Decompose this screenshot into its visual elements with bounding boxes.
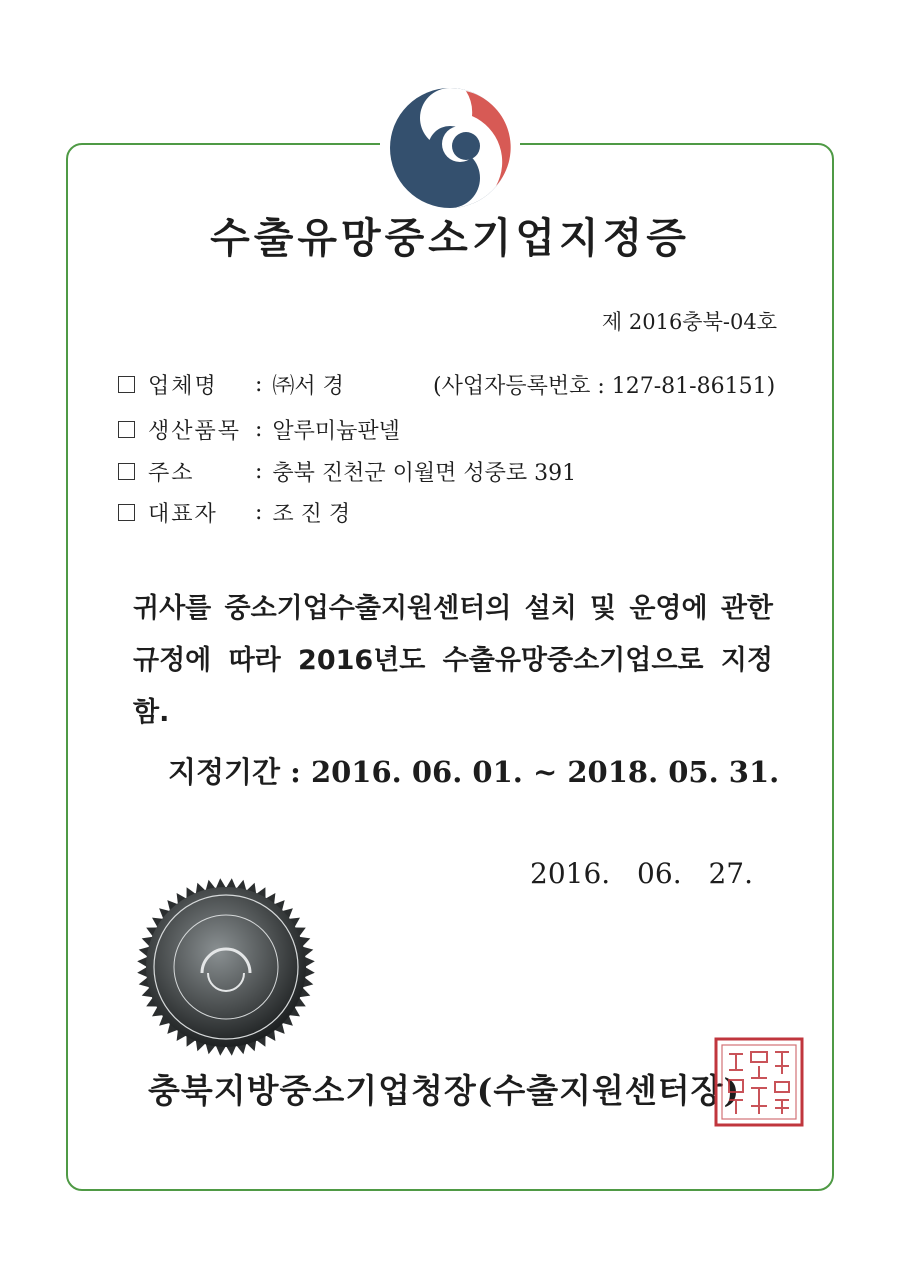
- field-label: 주소: [148, 461, 195, 486]
- field-company: 업체명 : ㈜서 경: [118, 369, 344, 400]
- field-value: 조 진 경: [272, 502, 351, 527]
- certificate-title: 수출유망중소기업지정증: [210, 214, 690, 262]
- field-value: ㈜서 경: [272, 374, 344, 399]
- official-stamp-icon: [713, 1036, 805, 1128]
- checkbox-icon: [118, 463, 135, 480]
- embossed-seal-icon: [136, 877, 316, 1057]
- checkbox-icon: [118, 504, 135, 521]
- designation-period: 지정기간 : 2016. 06. 01. ~ 2018. 05. 31.: [168, 755, 780, 789]
- checkbox-icon: [118, 376, 135, 393]
- issue-date: 2016. 06. 27.: [530, 857, 754, 890]
- government-emblem-icon: [388, 86, 512, 210]
- field-label: 생산품목: [148, 419, 242, 444]
- field-value: 충북 진천군 이월면 성중로 391: [272, 461, 577, 486]
- issuing-authority: 충북지방중소기업청장(수출지원센터장): [148, 1071, 741, 1110]
- checkbox-icon: [118, 421, 135, 438]
- registration-number: (사업자등록번호 : 127-81-86151): [433, 374, 776, 399]
- document-number: 제 2016충북-04호: [601, 310, 777, 334]
- certificate-body: 귀사를 중소기업수출지원센터의 설치 및 운영에 관한 규정에 따라 2016년도 수출유망중소기업으로 지정함.: [133, 593, 773, 728]
- field-value: 알루미늄판넬: [272, 419, 400, 444]
- field-representative: 대표자 : 조 진 경: [118, 497, 350, 528]
- field-label: 업체명: [148, 374, 218, 399]
- field-products: 생산품목 : 알루미늄판넬: [118, 414, 400, 445]
- field-address: 주소 : 충북 진천군 이월면 성중로 391: [118, 456, 576, 487]
- field-label: 대표자: [148, 502, 218, 527]
